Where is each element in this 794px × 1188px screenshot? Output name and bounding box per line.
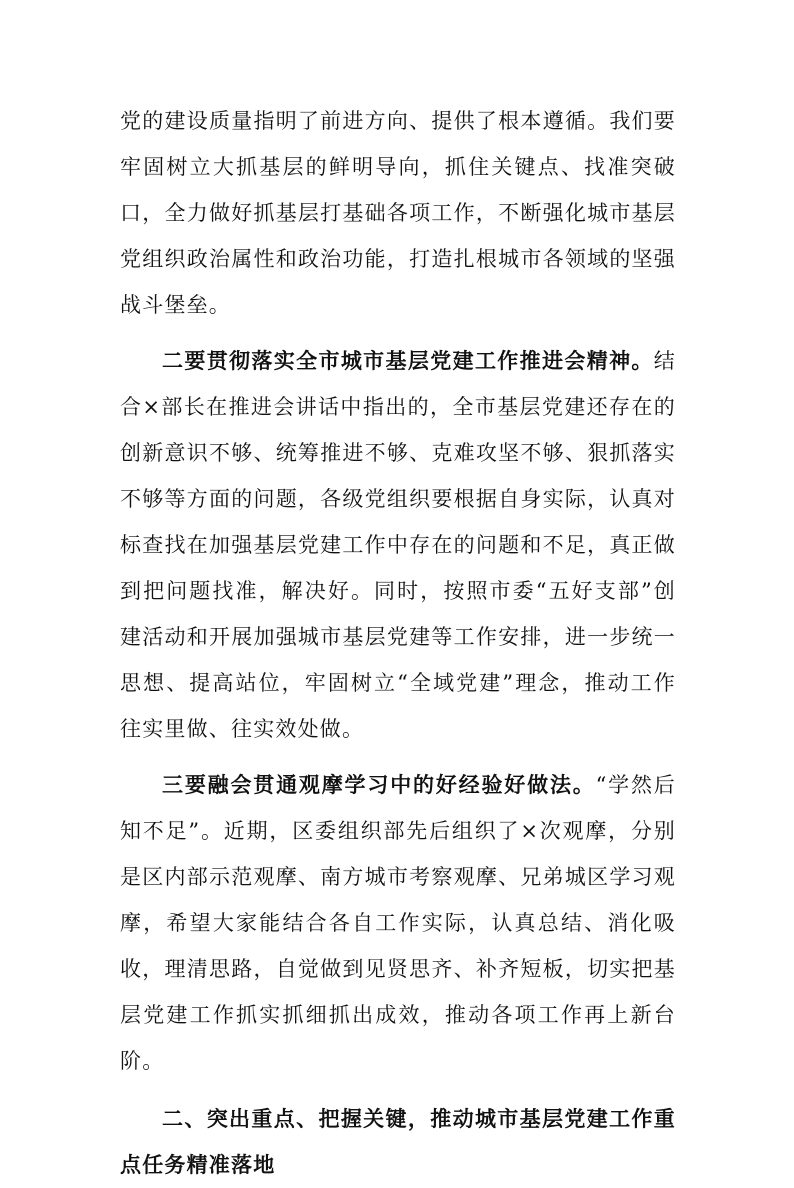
paragraph-text: 结合×部长在推进会讲话中指出的，全市基层党建还存在的创新意识不够、统筹推进不够、克难攻坚不够、狠抓落实不够等方面的问题，各级党组织要根据自身实际，认真对标查找在加强基层党建工作中存在的问题和不足，真正做到把问题找准，解决好。同时，按照市委“五好支部”创建活动和开展加强城市基层党建等工作安排，进一步统一思想、提高站位，牢固树立“全域党建”理念，推动工作往实里做、往实效处做。 bbox=[120, 349, 676, 741]
paragraph-lead-bold: 二要贯彻落实全市城市基层党建工作推进会精神。 bbox=[162, 348, 654, 373]
paragraph-point-two bbox=[120, 338, 676, 752]
paragraph-continued bbox=[120, 98, 676, 328]
section-heading-text: 二、突出重点、把握关键，推动城市基层党建工作重点任务精准落地 bbox=[120, 1107, 676, 1177]
paragraph-text: “学然后知不足”。近期，区委组织部先后组织了×次观摩，分别是区内部示范观摩、南方城市考察观摩、兄弟城区学习观摩，希望大家能结合各自工作实际，认真总结、消化吸收，理清思路，自觉做到见贤思齐、补齐短板，切实把基层党建工作抓实抓细抓出成效，推动各项工作再上新台阶。 bbox=[120, 773, 676, 1073]
document-body bbox=[120, 98, 676, 1188]
section-spacer bbox=[120, 1084, 676, 1096]
paragraph-spacer bbox=[120, 328, 676, 338]
paragraph-spacer bbox=[120, 752, 676, 762]
paragraph-lead-bold: 三要融会贯通观摩学习中的好经验好做法。 bbox=[162, 772, 596, 797]
section-heading bbox=[120, 1096, 676, 1188]
paragraph-point-three bbox=[120, 762, 676, 1084]
paragraph-text: 党的建设质量指明了前进方向、提供了根本遵循。我们要牢固树立大抓基层的鲜明导向，抓住关键点、找准突破口，全力做好抓基层打基础各项工作，不断强化城市基层党组织政治属性和政治功能，打造扎根城市各领域的坚强战斗堡垒。 bbox=[120, 109, 676, 317]
